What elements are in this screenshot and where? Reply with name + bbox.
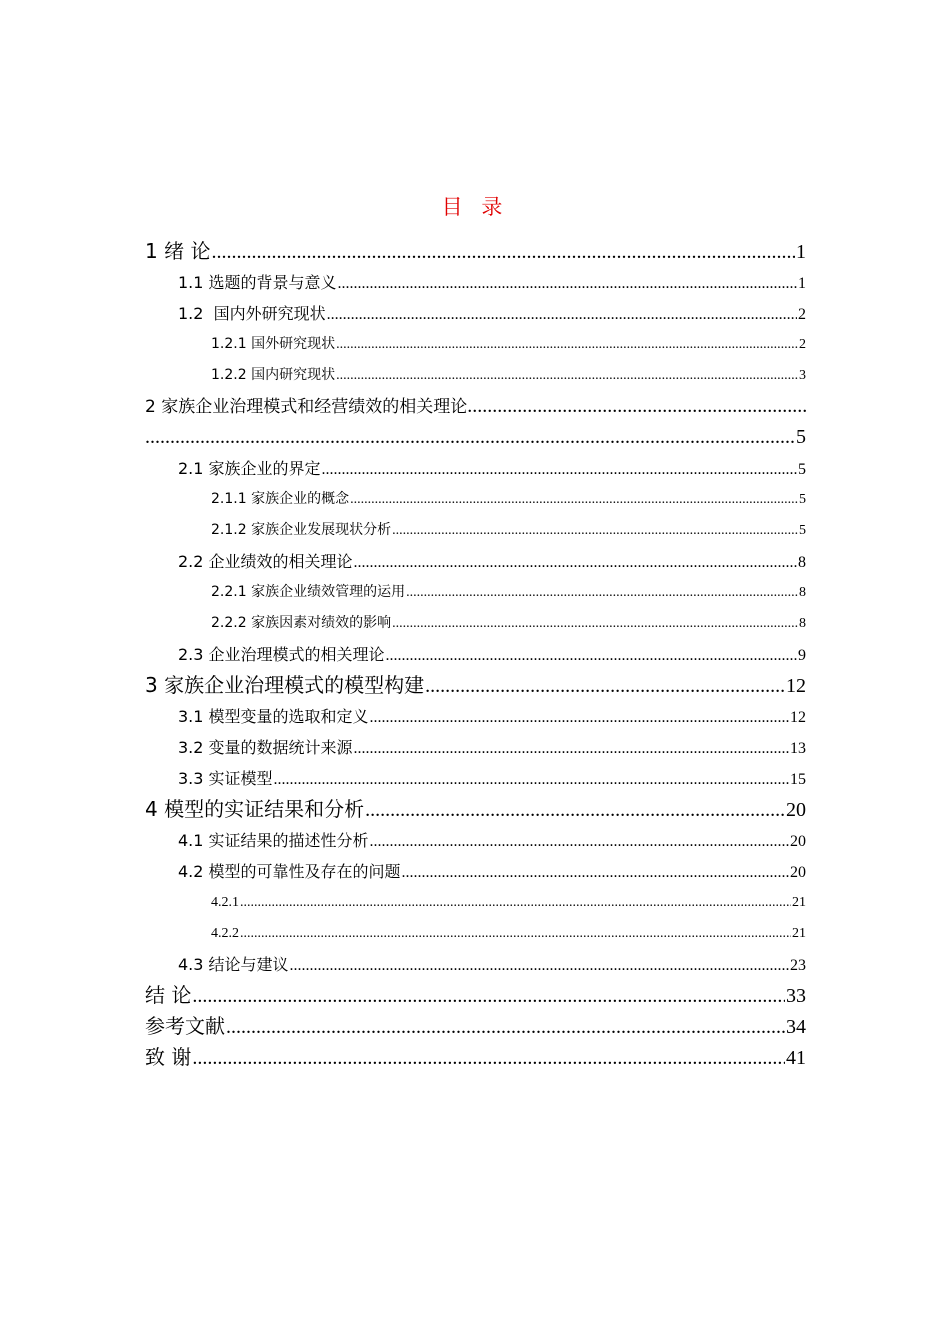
toc-entry-page: 8	[798, 554, 806, 571]
leader-dots	[145, 422, 795, 453]
toc-entry-label: 1.2 国内外研究现状	[178, 304, 326, 323]
toc-entry-page: 20	[790, 864, 806, 881]
toc-entry-page: 2	[798, 306, 806, 323]
toc-entry[interactable]	[145, 546, 806, 577]
toc-entry-page: 21	[792, 895, 806, 910]
toc-entry[interactable]	[145, 329, 806, 360]
toc-entry-label: 1 绪 论	[145, 239, 211, 263]
leader-dots	[392, 515, 798, 546]
toc-entry[interactable]	[145, 887, 806, 918]
toc-entry-page: 1	[796, 241, 806, 263]
toc-entry[interactable]	[145, 980, 806, 1011]
leader-dots	[402, 857, 789, 888]
leader-dots	[322, 454, 797, 485]
leader-dots	[240, 918, 791, 949]
toc-entry[interactable]	[145, 856, 806, 887]
leader-dots	[370, 826, 789, 857]
toc-entry[interactable]	[145, 453, 806, 484]
toc-entry-page: 20	[786, 799, 806, 821]
toc-entry-label: 4.2.2	[211, 926, 239, 941]
toc-entry-page: 2	[799, 337, 806, 352]
toc-entry-label: 2.2 企业绩效的相关理论	[178, 552, 353, 571]
toc-entry-label: 3.2 变量的数据统计来源	[178, 738, 353, 757]
toc-entry[interactable]	[145, 732, 806, 763]
leader-dots	[336, 329, 798, 360]
toc-entry-page: 34	[786, 1016, 806, 1038]
leader-dots	[406, 577, 798, 608]
toc-entry[interactable]	[145, 1011, 806, 1042]
toc-entry[interactable]	[145, 701, 806, 732]
toc-entry-page: 21	[792, 926, 806, 941]
toc-entry-page: 15	[790, 771, 806, 788]
toc-entry-page: 9	[798, 647, 806, 664]
toc-entry-label: 2 家族企业治理模式和经营绩效的相关理论	[145, 397, 468, 417]
toc-entry-label: 3.1 模型变量的选取和定义	[178, 707, 369, 726]
leader-dots	[338, 268, 797, 299]
toc-entry-label: 2.2.1 家族企业绩效管理的运用	[211, 584, 406, 600]
toc-entry[interactable]	[145, 639, 806, 670]
table-of-contents	[145, 236, 806, 1073]
toc-entry[interactable]	[145, 360, 806, 391]
toc-entry[interactable]	[145, 298, 806, 329]
toc-entry-label: 2.1.1 家族企业的概念	[211, 491, 350, 507]
leader-dots	[365, 795, 785, 826]
toc-entry-page: 3	[799, 368, 806, 383]
toc-entry[interactable]	[145, 391, 806, 453]
toc-entry-label: 2.1.2 家族企业发展现状分析	[211, 522, 392, 538]
toc-entry-page: 20	[790, 833, 806, 850]
toc-entry-page: 23	[790, 957, 806, 974]
leader-dots	[240, 887, 791, 918]
toc-entry-page: 5	[799, 523, 806, 538]
leader-dots	[392, 608, 798, 639]
toc-entry-label: 4.1 实证结果的描述性分析	[178, 831, 369, 850]
toc-entry-label: 2.1 家族企业的界定	[178, 459, 321, 478]
leader-dots	[192, 1043, 785, 1074]
toc-entry-label: 4.2 模型的可靠性及存在的问题	[178, 862, 401, 881]
leader-dots	[274, 764, 789, 795]
toc-entry-page: 5	[798, 461, 806, 478]
toc-entry-label: 4.2.1	[211, 895, 239, 910]
leader-dots	[386, 640, 797, 671]
toc-entry[interactable]	[145, 608, 806, 639]
toc-entry[interactable]	[145, 918, 806, 949]
toc-entry-label: 3.3 实证模型	[178, 769, 273, 788]
toc-entry-label: 1.2.1 国外研究现状	[211, 336, 336, 352]
toc-entry-label: 4.3 结论与建议	[178, 955, 289, 974]
toc-entry[interactable]	[145, 794, 806, 825]
leader-dots	[370, 702, 789, 733]
toc-entry-page: 5	[799, 492, 806, 507]
leader-dots	[290, 950, 789, 981]
toc-entry-page: 8	[799, 616, 806, 631]
toc-entry-label: 结 论	[145, 983, 192, 1007]
toc-entry[interactable]	[145, 949, 806, 980]
leader-dots	[327, 299, 797, 330]
leader-dots	[350, 484, 798, 515]
leader-dots	[354, 547, 797, 578]
toc-entry[interactable]	[145, 825, 806, 856]
leader-dots	[192, 981, 785, 1012]
toc-entry[interactable]	[145, 484, 806, 515]
toc-entry[interactable]	[145, 670, 806, 701]
toc-entry-page: 13	[790, 740, 806, 757]
toc-entry[interactable]	[145, 577, 806, 608]
toc-entry[interactable]	[145, 515, 806, 546]
leader-dots	[354, 733, 789, 764]
toc-entry-label: 1.1 选题的背景与意义	[178, 273, 337, 292]
toc-entry-page: 41	[786, 1047, 806, 1069]
toc-entry[interactable]	[145, 1042, 806, 1073]
toc-entry[interactable]	[145, 267, 806, 298]
toc-entry-page: 5	[796, 426, 806, 448]
toc-entry[interactable]	[145, 763, 806, 794]
leader-dots	[211, 237, 795, 268]
toc-entry-label: 参考文献	[145, 1014, 225, 1038]
leader-dots	[467, 395, 806, 417]
toc-entry-label: 1.2.2 国内研究现状	[211, 367, 336, 383]
toc-entry-label: 2.3 企业治理模式的相关理论	[178, 645, 385, 664]
toc-entry-label: 3 家族企业治理模式的模型构建	[145, 673, 425, 697]
toc-entry-page: 12	[786, 675, 806, 697]
toc-entry-page: 8	[799, 585, 806, 600]
toc-entry[interactable]	[145, 236, 806, 267]
leader-dots	[336, 360, 798, 391]
toc-entry-label: 4 模型的实证结果和分析	[145, 797, 365, 821]
toc-entry-page: 1	[798, 275, 806, 292]
toc-entry-page: 12	[790, 709, 806, 726]
leader-dots	[226, 1012, 785, 1043]
toc-entry-label: 致 谢	[145, 1045, 192, 1069]
toc-entry-page: 33	[786, 985, 806, 1007]
toc-entry-label: 2.2.2 家族因素对绩效的影响	[211, 615, 392, 631]
toc-title: 目 录	[441, 195, 509, 219]
leader-dots	[425, 671, 785, 702]
